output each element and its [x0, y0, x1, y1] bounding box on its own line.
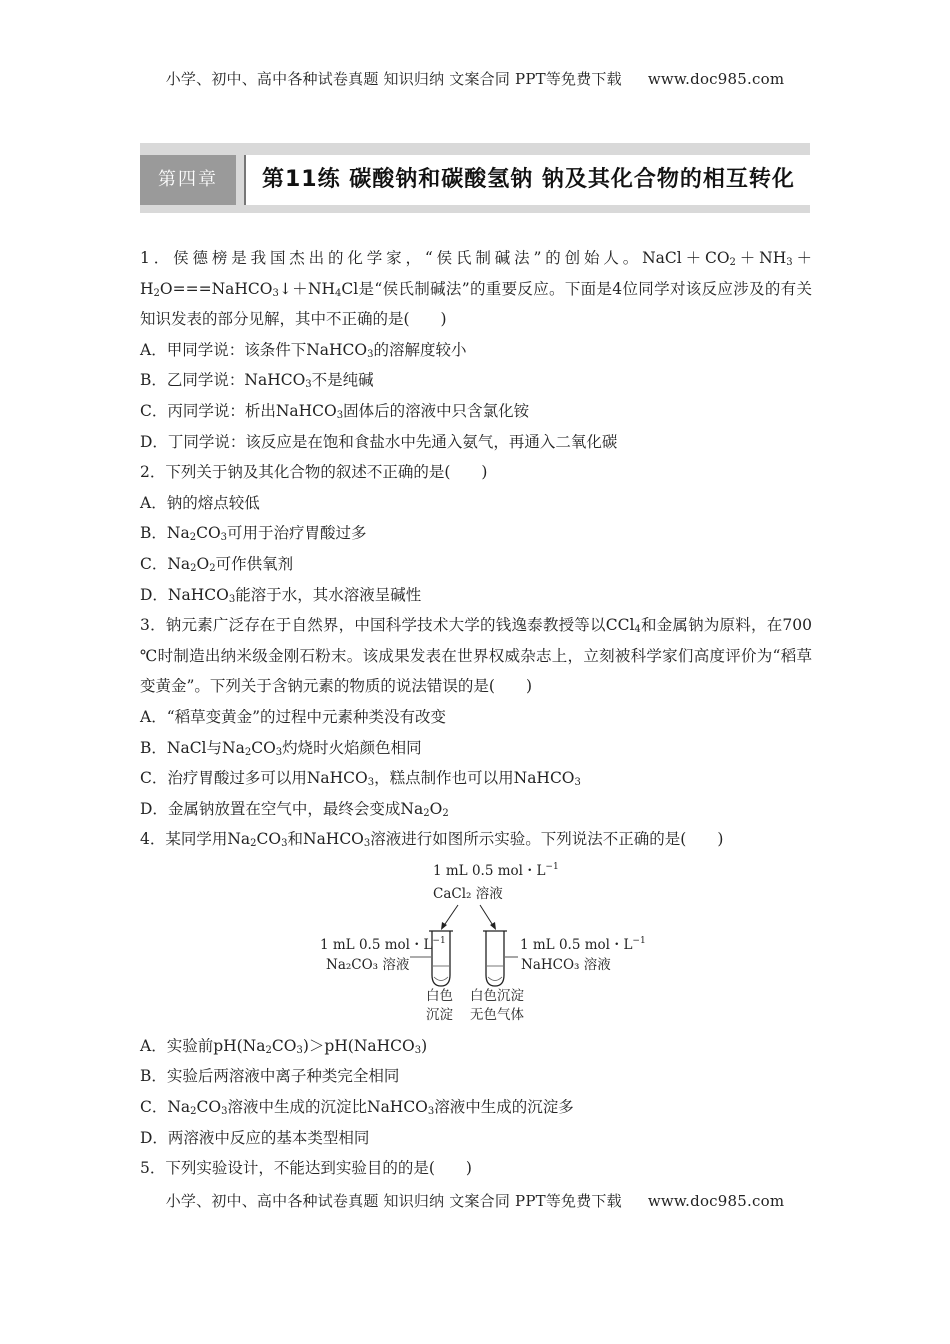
q1-option-b: B．乙同学说：NaHCO$_3$不是纯碱: [140, 371, 374, 391]
fig-right-label-1: 1 mL 0.5 mol・$L^{-1}$: [520, 935, 646, 953]
q2-option-a: A．钠的熔点较低: [140, 493, 260, 512]
q2-option-b: B．$Na_2CO_3$可用于治疗胃酸过多: [140, 524, 367, 544]
q2-stem: 2．下列关于钠及其化合物的叙述不正确的是( ): [140, 463, 488, 482]
q5-stem: 5．下列实验设计，不能达到实验目的的是( ): [140, 1159, 472, 1178]
q3-stem: 3．钠元素广泛存在于自然界，中国科学技术大学的钱逸泰教授等以CCl$_4$和金属钠为原料，在700 ℃时制造出纳米级金刚石粉末。该成果发表在世界权威杂志上，立刻被科学家们高度评价为“稻草变黄金”。下列关于含钠元素的物质的说法错误的是( ): [140, 616, 812, 696]
header-ad-text: 小学、初中、高中各种试卷真题 知识归纳 文案合同 PPT等免费下载: [165, 70, 622, 88]
fig-left-result-1: 白色: [426, 987, 453, 1004]
q1-option-c: C．丙同学说：析出NaHCO$_3$固体后的溶液中只含氯化铵: [140, 401, 530, 421]
q4-option-c: C．$Na_2CO_3$溶液中生成的沉淀比NaHCO$_3$溶液中生成的沉淀多: [140, 1098, 574, 1118]
fig-right-label-2: NaHCO₃ 溶液: [521, 956, 611, 973]
experiment-figure: [140, 855, 812, 1031]
q1-stem: 1．侯德榜是我国杰出的化学家，“侯氏制碱法”的创始人。$NaCl+CO_2+NH_3+H_2O===NaHCO_3↓+NH_4Cl$是“侯氏制碱法”的重要反应。下面是4位同学对该反应涉及的有关知识发表的部分见解，其中不正确的是( ): [140, 249, 812, 329]
test-tube-diagram: [140, 855, 812, 1031]
fig-top-label-2: CaCl₂ 溶液: [433, 885, 503, 902]
arrow-right-head: [490, 922, 496, 930]
q4-option-d: D．两溶液中反应的基本类型相同: [140, 1128, 370, 1147]
banner-edge: [244, 155, 246, 205]
q3-option-b: B．NaCl与$Na_2CO_3$灼烧时火焰颜色相同: [140, 738, 422, 758]
chapter-banner: [140, 143, 810, 213]
q3-option-a: A．“稻草变黄金”的过程中元素种类没有改变: [140, 707, 447, 726]
q3-option-c: C．治疗胃酸过多可以用NaHCO$_3$，糕点制作也可以用NaHCO$_3$: [140, 769, 581, 789]
q4-option-a: A．实验前$pH(Na_2CO_3)>pH(NaHCO_3)$: [140, 1036, 428, 1056]
q3-option-d: D．金属钠放置在空气中，最终会变成$Na_2O_2$: [140, 799, 449, 819]
right-precipitate: [488, 977, 502, 981]
q2-option-c: C．$Na_2O_2$可作供氧剂: [140, 554, 294, 574]
banner-top-stripe: [140, 143, 810, 155]
footer-ad-text: 小学、初中、高中各种试卷真题 知识归纳 文案合同 PPT等免费下载: [165, 1192, 622, 1210]
fig-right-result-1: 白色沉淀: [470, 987, 524, 1004]
fig-left-result-2: 沉淀: [426, 1006, 453, 1023]
fig-right-result-2: 无色气体: [470, 1006, 524, 1023]
q1-option-d: D．丁同学说：该反应是在饱和食盐水中先通入氨气，再通入二氧化碳: [140, 432, 618, 451]
q1-option-a: A．甲同学说：该条件下NaHCO$_3$的溶解度较小: [140, 340, 467, 360]
left-precipitate: [434, 977, 448, 981]
footer-url[interactable]: www.doc985.com: [647, 1192, 785, 1210]
exercise-title: 第11练 碳酸钠和碳酸氢钠 钠及其化合物的相互转化: [262, 167, 795, 192]
q4-option-b: B．实验后两溶液中离子种类完全相同: [140, 1067, 400, 1086]
fig-top-label-1: 1 mL 0.5 mol・$L^{-1}$: [433, 861, 559, 879]
arrow-left-line: [443, 905, 458, 927]
arrow-right-line: [480, 905, 494, 927]
q4-stem: 4．某同学用$Na_2CO_3$和NaHCO$_3$溶液进行如图所示实验。下列说法不正确的是( ): [140, 830, 724, 850]
fig-left-label-2: Na₂CO₃ 溶液: [326, 956, 410, 973]
fig-left-label-1: 1 mL 0.5 mol・$L^{-1}$: [320, 935, 446, 953]
question-content: [140, 243, 812, 1184]
page-footer: [0, 1190, 950, 1211]
page-header: [0, 68, 950, 89]
header-url[interactable]: www.doc985.com: [647, 70, 785, 88]
banner-bottom-stripe: [140, 205, 810, 213]
chapter-label: 第四章: [140, 155, 236, 205]
banner-separator: [236, 155, 244, 205]
q2-option-d: D．NaHCO$_3$能溶于水，其水溶液呈碱性: [140, 585, 422, 605]
